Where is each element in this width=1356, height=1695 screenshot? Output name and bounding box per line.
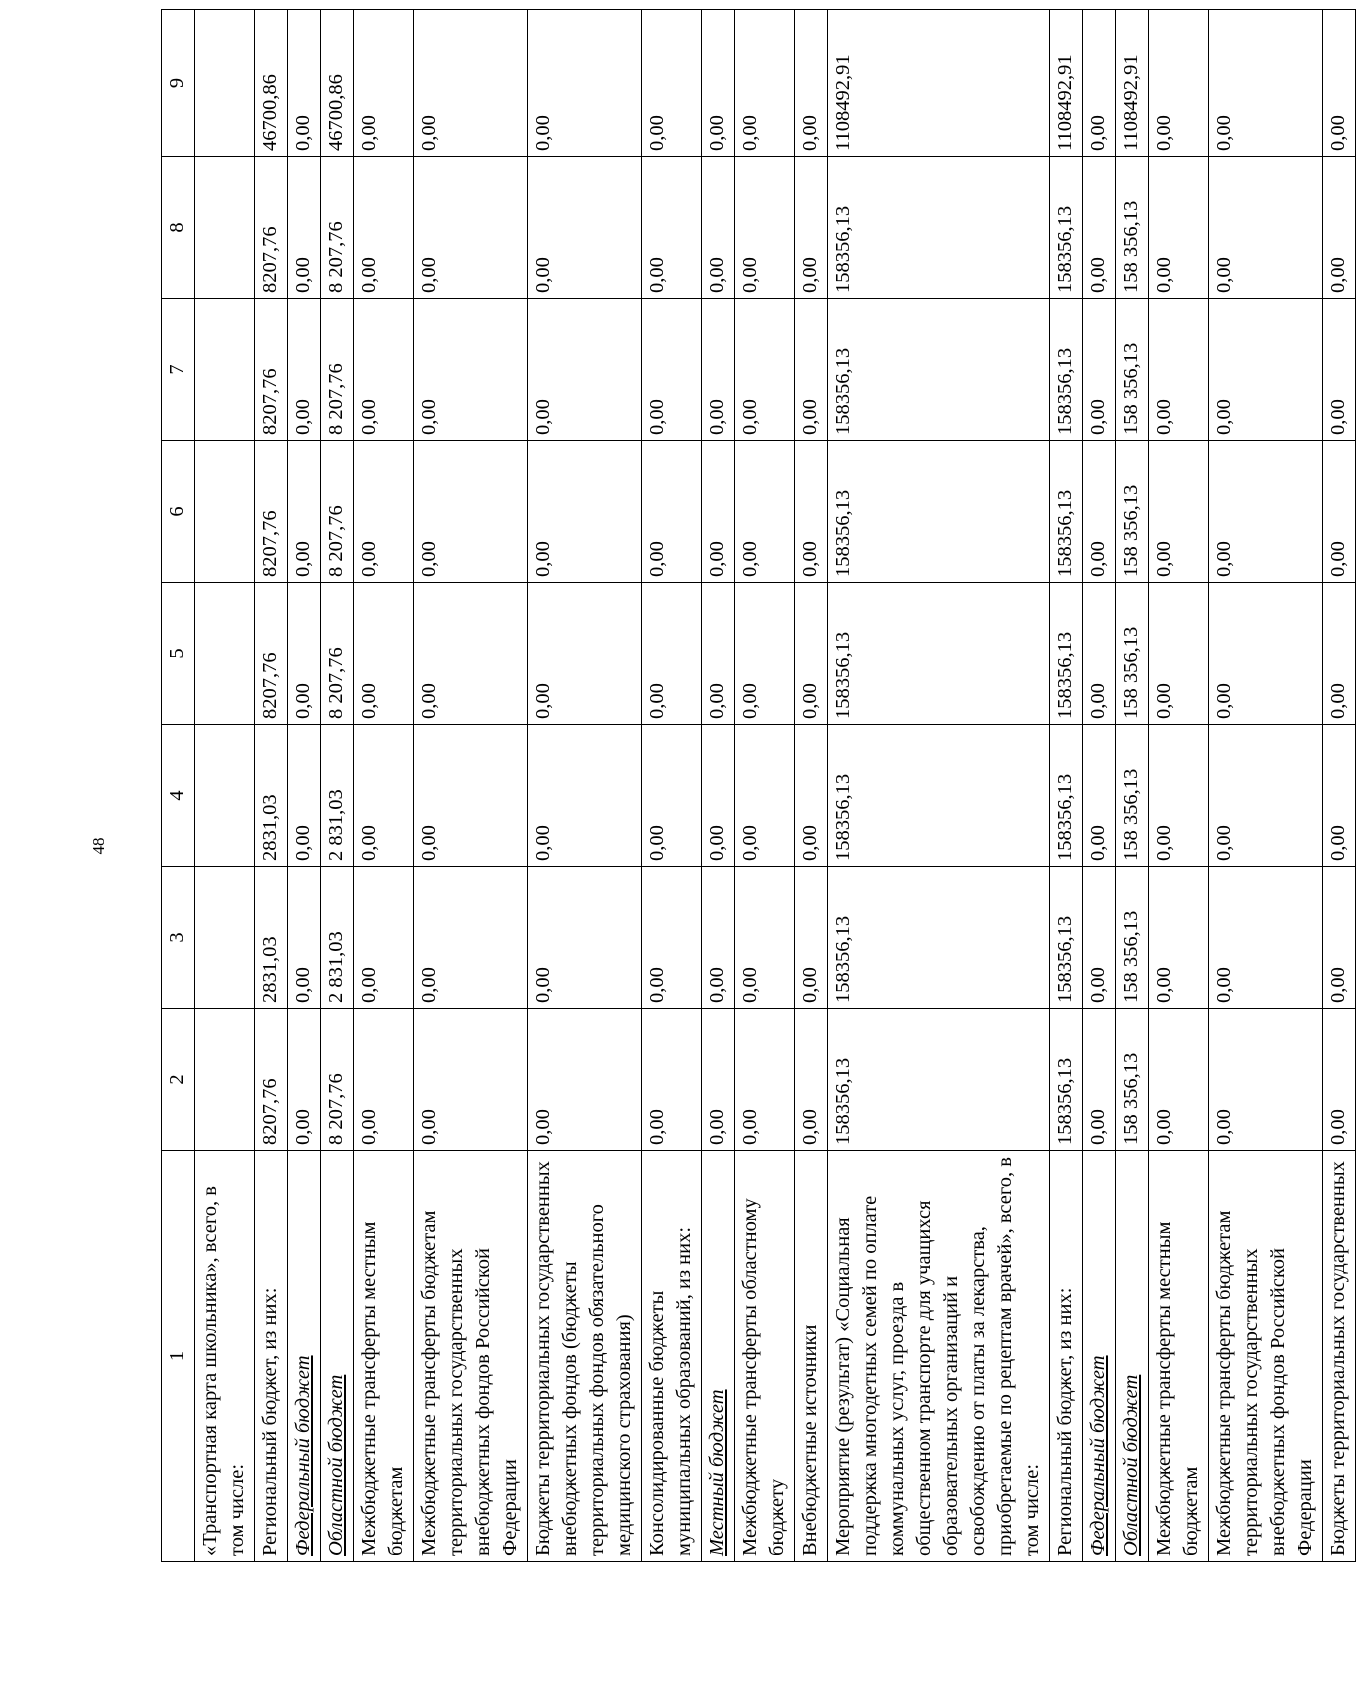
value-cell: 0,00 bbox=[1209, 441, 1323, 583]
value-cell: 0,00 bbox=[642, 1009, 702, 1151]
value-cell: 0,00 bbox=[414, 725, 528, 867]
value-cell: 158 356,13 bbox=[1116, 1009, 1149, 1151]
value-cell: 0,00 bbox=[1209, 1009, 1323, 1151]
value-cell: 0,00 bbox=[702, 157, 735, 299]
table-row bbox=[321, 10, 354, 1562]
value-cell: 158 356,13 bbox=[1116, 583, 1149, 725]
value-cell: 0,00 bbox=[414, 157, 528, 299]
value-cell: 158356,13 bbox=[1050, 867, 1083, 1009]
value-cell: 0,00 bbox=[1083, 299, 1116, 441]
value-cell: 8207,76 bbox=[255, 157, 288, 299]
value-cell: 0,00 bbox=[1149, 157, 1209, 299]
value-cell: 0,00 bbox=[1323, 867, 1356, 1009]
row-label: Бюджеты территориальных государственных внебюджетных фондов (бюджеты территориальных фондов обязательного медицинского страхования) bbox=[528, 1151, 642, 1562]
budget-table-body bbox=[162, 10, 1356, 1562]
value-cell: 0,00 bbox=[1083, 441, 1116, 583]
table-row bbox=[288, 10, 321, 1562]
value-cell: 0,00 bbox=[528, 725, 642, 867]
value-cell: 0,00 bbox=[528, 157, 642, 299]
row-label bbox=[321, 1151, 354, 1562]
value-cell: 158356,13 bbox=[1050, 299, 1083, 441]
rotated-table-container bbox=[161, 54, 1349, 1562]
value-cell: 158356,13 bbox=[828, 867, 1050, 1009]
value-cell bbox=[195, 583, 255, 725]
table-row bbox=[828, 10, 1050, 1562]
value-cell: 0,00 bbox=[1149, 583, 1209, 725]
value-cell bbox=[195, 441, 255, 583]
value-cell: 0,00 bbox=[414, 1009, 528, 1151]
value-cell: 0,00 bbox=[354, 157, 414, 299]
value-cell: 0,00 bbox=[795, 1009, 828, 1151]
value-cell: 0,00 bbox=[1083, 157, 1116, 299]
row-label-text: Федеральный бюджет bbox=[292, 1355, 314, 1556]
value-cell: 158356,13 bbox=[1050, 157, 1083, 299]
value-cell: 0,00 bbox=[288, 867, 321, 1009]
value-cell: 1108492,91 bbox=[1116, 10, 1149, 157]
table-row bbox=[1083, 10, 1116, 1562]
value-cell: 0,00 bbox=[414, 10, 528, 157]
table-row bbox=[528, 10, 642, 1562]
row-label: Региональный бюджет, из них: bbox=[1050, 1151, 1083, 1562]
value-cell: 0,00 bbox=[1149, 725, 1209, 867]
value-cell: 0,00 bbox=[735, 583, 795, 725]
table-row bbox=[1050, 10, 1083, 1562]
value-cell: 158 356,13 bbox=[1116, 441, 1149, 583]
row-label: Консолидированные бюджеты муниципальных образований, из них: bbox=[642, 1151, 702, 1562]
row-label-text: Федеральный бюджет bbox=[1087, 1355, 1109, 1556]
value-cell bbox=[195, 157, 255, 299]
value-cell: 8 207,76 bbox=[321, 157, 354, 299]
value-cell: 0,00 bbox=[1209, 867, 1323, 1009]
value-cell: 0,00 bbox=[702, 10, 735, 157]
value-cell: 0,00 bbox=[735, 441, 795, 583]
value-cell: 46700,86 bbox=[255, 10, 288, 157]
value-cell: 0,00 bbox=[354, 10, 414, 157]
value-cell: 1108492,91 bbox=[828, 10, 1050, 157]
value-cell bbox=[195, 299, 255, 441]
table-row bbox=[195, 10, 255, 1562]
value-cell: 158356,13 bbox=[828, 441, 1050, 583]
value-cell: 0,00 bbox=[354, 867, 414, 1009]
value-cell: 0,00 bbox=[702, 299, 735, 441]
row-label: Межбюджетные трансферты областному бюджету bbox=[735, 1151, 795, 1562]
table-row bbox=[1323, 10, 1356, 1562]
row-label: Межбюджетные трансферты местным бюджетам bbox=[354, 1151, 414, 1562]
value-cell: 2831,03 bbox=[255, 725, 288, 867]
value-cell: 0,00 bbox=[642, 10, 702, 157]
value-cell: 0,00 bbox=[702, 583, 735, 725]
value-cell: 0,00 bbox=[1323, 299, 1356, 441]
value-cell: 0,00 bbox=[1083, 10, 1116, 157]
value-cell: 0,00 bbox=[354, 583, 414, 725]
value-cell: 0,00 bbox=[795, 583, 828, 725]
value-cell: 8207,76 bbox=[255, 1009, 288, 1151]
value-cell: 0,00 bbox=[642, 157, 702, 299]
value-cell: 8207,76 bbox=[255, 299, 288, 441]
value-cell: 0,00 bbox=[288, 441, 321, 583]
value-cell: 158 356,13 bbox=[1116, 299, 1149, 441]
value-cell: 0,00 bbox=[1323, 10, 1356, 157]
value-cell: 158356,13 bbox=[828, 583, 1050, 725]
table-row bbox=[255, 10, 288, 1562]
value-cell: 0,00 bbox=[1323, 725, 1356, 867]
value-cell: 2831,03 bbox=[255, 867, 288, 1009]
value-cell: 0,00 bbox=[795, 867, 828, 1009]
column-number: 3 bbox=[162, 867, 195, 1009]
value-cell: 158 356,13 bbox=[1116, 867, 1149, 1009]
value-cell: 0,00 bbox=[528, 441, 642, 583]
row-label-text: Местный бюджет bbox=[706, 1389, 728, 1556]
value-cell: 8 207,76 bbox=[321, 583, 354, 725]
value-cell: 0,00 bbox=[642, 867, 702, 1009]
row-label: Межбюджетные трансферты местным бюджетам bbox=[1149, 1151, 1209, 1562]
value-cell: 0,00 bbox=[354, 1009, 414, 1151]
value-cell: 0,00 bbox=[735, 867, 795, 1009]
value-cell: 0,00 bbox=[642, 725, 702, 867]
value-cell: 158356,13 bbox=[828, 1009, 1050, 1151]
value-cell: 0,00 bbox=[288, 10, 321, 157]
value-cell: 0,00 bbox=[288, 157, 321, 299]
value-cell: 0,00 bbox=[642, 583, 702, 725]
value-cell: 8 207,76 bbox=[321, 299, 354, 441]
column-number: 7 bbox=[162, 299, 195, 441]
column-number: 6 bbox=[162, 441, 195, 583]
value-cell: 0,00 bbox=[1083, 725, 1116, 867]
value-cell: 0,00 bbox=[795, 157, 828, 299]
value-cell: 2 831,03 bbox=[321, 867, 354, 1009]
value-cell: 0,00 bbox=[795, 10, 828, 157]
value-cell: 0,00 bbox=[1149, 1009, 1209, 1151]
value-cell: 0,00 bbox=[354, 299, 414, 441]
row-label: Региональный бюджет, из них: bbox=[255, 1151, 288, 1562]
row-label: Внебюджетные источники bbox=[795, 1151, 828, 1562]
value-cell: 0,00 bbox=[1323, 441, 1356, 583]
value-cell: 0,00 bbox=[414, 299, 528, 441]
value-cell: 0,00 bbox=[1149, 441, 1209, 583]
value-cell: 0,00 bbox=[528, 867, 642, 1009]
value-cell bbox=[195, 725, 255, 867]
value-cell bbox=[195, 1009, 255, 1151]
row-label bbox=[1083, 1151, 1116, 1562]
value-cell: 0,00 bbox=[795, 725, 828, 867]
table-row bbox=[735, 10, 795, 1562]
value-cell: 0,00 bbox=[288, 725, 321, 867]
column-number: 9 bbox=[162, 10, 195, 157]
column-number-row bbox=[162, 10, 195, 1562]
value-cell: 0,00 bbox=[1323, 1009, 1356, 1151]
value-cell: 0,00 bbox=[1209, 157, 1323, 299]
row-label: «Транспортная карта школьника», всего, в том числе: bbox=[195, 1151, 255, 1562]
value-cell: 158 356,13 bbox=[1116, 157, 1149, 299]
value-cell: 0,00 bbox=[702, 1009, 735, 1151]
value-cell: 2 831,03 bbox=[321, 725, 354, 867]
value-cell: 0,00 bbox=[1209, 10, 1323, 157]
value-cell: 158356,13 bbox=[1050, 1009, 1083, 1151]
value-cell: 46700,86 bbox=[321, 10, 354, 157]
value-cell: 158356,13 bbox=[828, 299, 1050, 441]
value-cell: 158356,13 bbox=[828, 725, 1050, 867]
row-label-text: Областной бюджет bbox=[325, 1374, 347, 1556]
value-cell: 8207,76 bbox=[255, 583, 288, 725]
table-row bbox=[1149, 10, 1209, 1562]
value-cell: 0,00 bbox=[288, 1009, 321, 1151]
value-cell: 0,00 bbox=[528, 1009, 642, 1151]
row-label: Межбюджетные трансферты бюджетам территориальных государственных внебюджетных фондов Российской Федерации bbox=[414, 1151, 528, 1562]
value-cell: 158 356,13 bbox=[1116, 725, 1149, 867]
table-row bbox=[1209, 10, 1323, 1562]
value-cell: 0,00 bbox=[642, 441, 702, 583]
value-cell: 0,00 bbox=[735, 299, 795, 441]
value-cell: 0,00 bbox=[1323, 583, 1356, 725]
value-cell: 0,00 bbox=[1083, 867, 1116, 1009]
table-row bbox=[354, 10, 414, 1562]
table-row bbox=[1116, 10, 1149, 1562]
value-cell: 0,00 bbox=[735, 1009, 795, 1151]
value-cell: 0,00 bbox=[735, 157, 795, 299]
value-cell: 0,00 bbox=[1149, 867, 1209, 1009]
row-label: Бюджеты территориальных государственных bbox=[1323, 1151, 1356, 1562]
value-cell: 1108492,91 bbox=[1050, 10, 1083, 157]
value-cell: 0,00 bbox=[414, 583, 528, 725]
value-cell: 0,00 bbox=[642, 299, 702, 441]
table-row bbox=[642, 10, 702, 1562]
value-cell: 0,00 bbox=[702, 441, 735, 583]
row-label-text: Областной бюджет bbox=[1120, 1374, 1142, 1556]
value-cell: 0,00 bbox=[1083, 583, 1116, 725]
value-cell: 8 207,76 bbox=[321, 441, 354, 583]
table-row bbox=[795, 10, 828, 1562]
value-cell: 0,00 bbox=[354, 725, 414, 867]
value-cell: 158356,13 bbox=[1050, 725, 1083, 867]
value-cell: 0,00 bbox=[735, 725, 795, 867]
value-cell: 158356,13 bbox=[1050, 441, 1083, 583]
table-row bbox=[702, 10, 735, 1562]
value-cell: 0,00 bbox=[795, 441, 828, 583]
value-cell: 8 207,76 bbox=[321, 1009, 354, 1151]
row-label bbox=[702, 1151, 735, 1562]
value-cell: 0,00 bbox=[414, 441, 528, 583]
value-cell: 0,00 bbox=[528, 10, 642, 157]
value-cell: 0,00 bbox=[1209, 583, 1323, 725]
row-label bbox=[1116, 1151, 1149, 1562]
value-cell: 8207,76 bbox=[255, 441, 288, 583]
value-cell: 0,00 bbox=[1209, 725, 1323, 867]
value-cell bbox=[195, 867, 255, 1009]
column-number: 5 bbox=[162, 583, 195, 725]
column-number: 8 bbox=[162, 157, 195, 299]
row-label bbox=[288, 1151, 321, 1562]
row-label: Межбюджетные трансферты бюджетам территориальных государственных внебюджетных фондов Российской Федерации bbox=[1209, 1151, 1323, 1562]
column-number: 1 bbox=[162, 1151, 195, 1562]
value-cell: 0,00 bbox=[795, 299, 828, 441]
value-cell: 0,00 bbox=[702, 867, 735, 1009]
value-cell: 0,00 bbox=[288, 299, 321, 441]
value-cell: 0,00 bbox=[1149, 299, 1209, 441]
value-cell: 158356,13 bbox=[1050, 583, 1083, 725]
value-cell: 0,00 bbox=[414, 867, 528, 1009]
budget-table bbox=[161, 9, 1356, 1562]
value-cell bbox=[195, 10, 255, 157]
table-row bbox=[414, 10, 528, 1562]
value-cell: 0,00 bbox=[702, 725, 735, 867]
column-number: 4 bbox=[162, 725, 195, 867]
value-cell: 158356,13 bbox=[828, 157, 1050, 299]
value-cell: 0,00 bbox=[288, 583, 321, 725]
value-cell: 0,00 bbox=[1083, 1009, 1116, 1151]
value-cell: 0,00 bbox=[1323, 157, 1356, 299]
value-cell: 0,00 bbox=[528, 299, 642, 441]
page-number: 48 bbox=[89, 837, 108, 855]
value-cell: 0,00 bbox=[354, 441, 414, 583]
value-cell: 0,00 bbox=[1209, 299, 1323, 441]
column-number: 2 bbox=[162, 1009, 195, 1151]
row-label: Мероприятие (результат) «Социальная поддержка многодетных семей по оплате коммунальных услуг, проезда в общественном транспорте для учащихся образовательных организаций и освобождению от платы за лекарства, приобретаемые по рецептам врачей», всего, в том числе: bbox=[828, 1151, 1050, 1562]
value-cell: 0,00 bbox=[735, 10, 795, 157]
value-cell: 0,00 bbox=[1149, 10, 1209, 157]
value-cell: 0,00 bbox=[528, 583, 642, 725]
